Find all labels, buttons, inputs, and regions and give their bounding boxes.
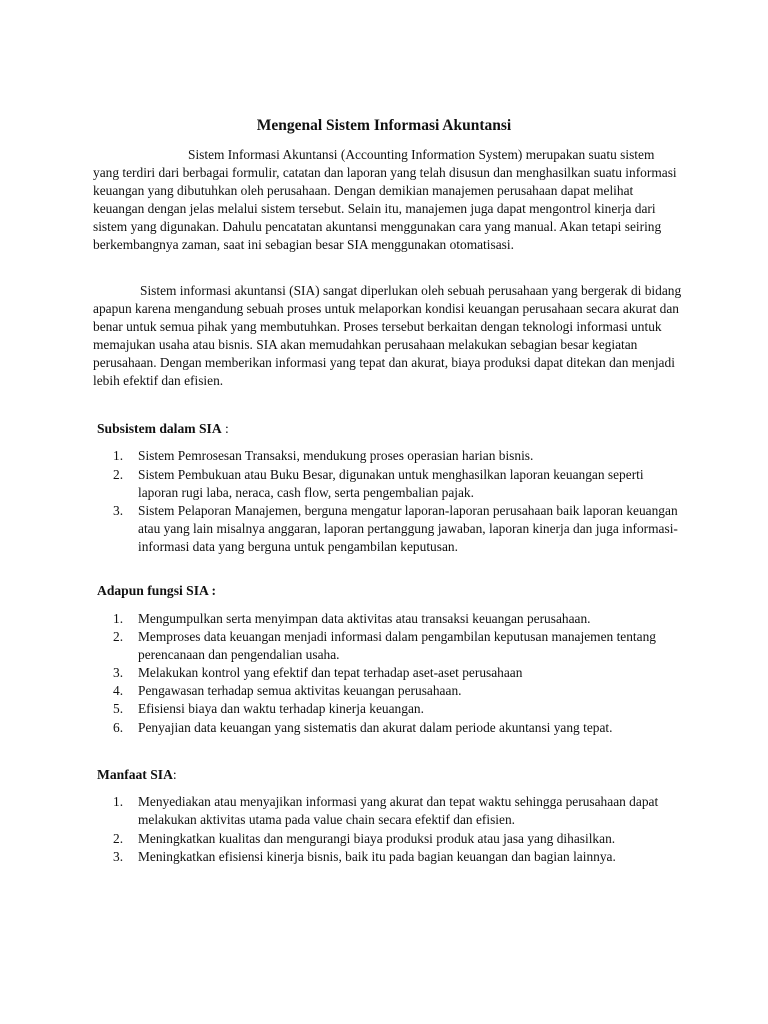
fungsi-list [113, 610, 678, 737]
list-number: 2. [113, 830, 124, 846]
fungsi-heading-bold: Adapun fungsi SIA : [97, 583, 217, 598]
list-number: 4. [113, 683, 124, 699]
list-item-text: Menyediakan atau menyajikan informasi yang akurat dan tepat waktu sehingga perusahaan dapat melakukan aktivitas utama pada value chain secara efektif dan efisien. [138, 794, 659, 828]
list-item [113, 628, 678, 664]
second-paragraph: Sistem informasi akuntansi (SIA) sangat diperlukan oleh sebuah perusahaan yang bergerak di bidang apapun karena mengandung sebuah proses untuk melaporkan kondisi keuangan perusahaan secara akurat dan benar untuk semua pihak yang membutuhkan. Proses tersebut berkaitan dengan teknologi informasi untuk memajukan usaha atau bisnis. SIA akan memudahkan perusahaan melakukan sebagian besar kegiatan perusahaan. Dengan memberikan informasi yang tepat dan akurat, biaya produksi dapat ditekan dan menjadi lebih efektif dan efisien. [93, 283, 682, 389]
list-number: 5. [113, 701, 124, 717]
manfaat-heading-suffix: : [172, 767, 177, 782]
document-title: Mengenal Sistem Informasi Akuntansi [256, 117, 512, 134]
list-item [113, 664, 678, 682]
list-number: 6. [113, 719, 124, 735]
subsistem-heading [97, 420, 229, 438]
list-item-text: Efisiensi biaya dan waktu terhadap kinerja keuangan. [138, 701, 424, 717]
list-item [113, 793, 678, 829]
list-item-text: Penyajian data keuangan yang sistematis dan akurat dalam periode akuntansi yang tepat. [138, 719, 613, 735]
list-item [113, 447, 678, 465]
list-item-text: Sistem Pembukuan atau Buku Besar, digunakan untuk menghasilkan laporan keuangan seperti laporan rugi laba, neraca, cash flow, serta pengembalian pajak. [138, 466, 644, 500]
list-item-text: Mengumpulkan serta menyimpan data aktivitas atau transaksi keuangan perusahaan. [138, 611, 591, 626]
list-item-text: Meningkatkan kualitas dan mengurangi biaya produksi produk atau jasa yang dihasilkan. [138, 830, 616, 846]
list-item [113, 502, 678, 556]
list-number: 3. [113, 849, 124, 865]
list-item [113, 848, 678, 866]
list-number: 1. [113, 611, 124, 626]
subsistem-heading-bold: Subsistem dalam SIA [97, 421, 222, 436]
list-number: 1. [113, 448, 124, 463]
list-item [113, 610, 678, 628]
list-item-text: Sistem Pelaporan Manajemen, berguna mengatur laporan-laporan perusahaan baik laporan keuangan atau yang lain misalnya anggaran, laporan pertanggung jawaban, laporan kinerja dan juga informasi-informasi data yang berguna untuk pengambilan keputusan. [138, 502, 678, 554]
list-number: 2. [113, 466, 124, 482]
subsistem-heading-suffix: : [221, 421, 229, 436]
list-item [113, 719, 678, 737]
list-item [113, 700, 678, 718]
list-item-text: Pengawasan terhadap semua aktivitas keuangan perusahaan. [138, 683, 462, 699]
fungsi-heading [97, 582, 216, 600]
list-item-text: Melakukan kontrol yang efektif dan tepat terhadap aset-aset perusahaan [138, 665, 523, 681]
list-item [113, 466, 678, 502]
list-item-text: Memproses data keuangan menjadi informasi dalam pengambilan keputusan manajemen tentang perencanaan dan pengendalian usaha. [138, 629, 656, 663]
manfaat-heading-bold: Manfaat SIA [97, 767, 173, 782]
list-item-text: Meningkatkan efisiensi kinerja bisnis, baik itu pada bagian keuangan dan bagian lainnya. [138, 849, 616, 865]
list-item [113, 830, 678, 848]
list-number: 2. [113, 629, 124, 645]
list-item [113, 682, 678, 700]
manfaat-list [113, 793, 678, 867]
list-number: 3. [113, 665, 124, 681]
intro-paragraph: Sistem Informasi Akuntansi (Accounting Information System) merupakan suatu sistem yang terdiri dari berbagai formulir, catatan dan laporan yang telah disusun dan menghasilkan suatu informasi keuangan yang dibutuhkan oleh perusahaan. Dengan demikian manajemen perusahaan dapat melihat keuangan dengan jelas melalui sistem tersebut. Selain itu, manajemen juga dapat mengontrol kinerja dari sistem yang digunakan. Dahulu pencatatan akuntansi menggunakan cara yang manual. Akan tetapi seiring berkembangnya zaman, saat ini sebagian besar SIA menggunakan otomatisasi. [93, 147, 677, 253]
subsistem-list [113, 447, 678, 556]
list-number: 1. [113, 794, 124, 809]
list-item-text: Sistem Pemrosesan Transaksi, mendukung proses operasian harian bisnis. [138, 448, 534, 463]
list-number: 3. [113, 502, 124, 518]
manfaat-heading [97, 766, 177, 784]
